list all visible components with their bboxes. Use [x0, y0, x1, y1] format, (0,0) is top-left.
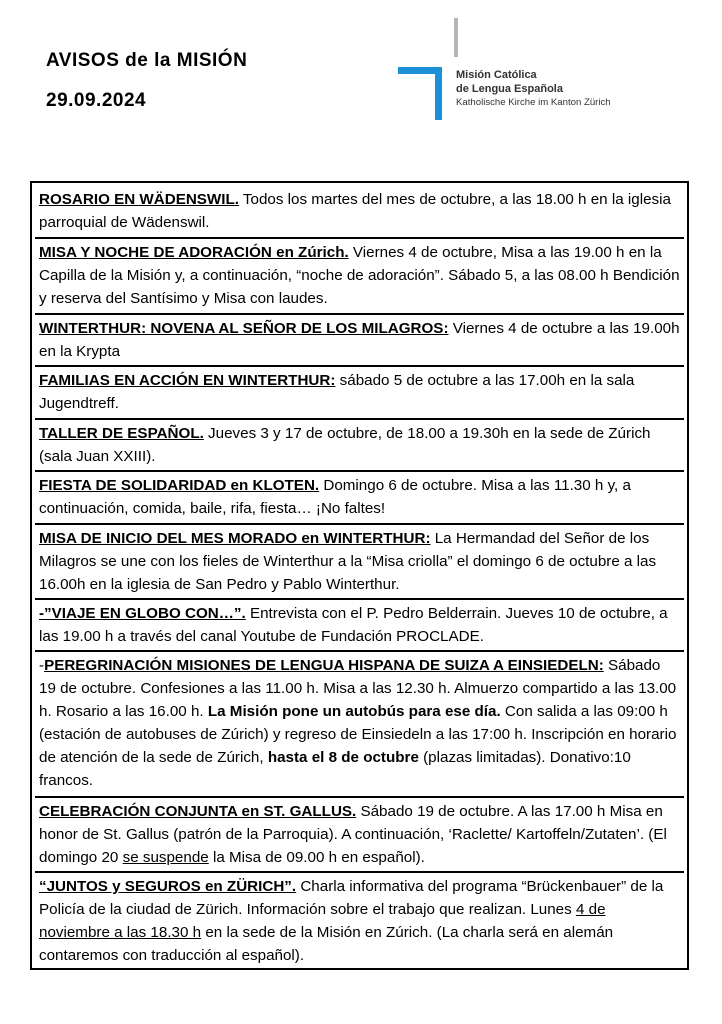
- notice-text: en la sede de la Misión en Zúrich. (La charla será en alemán contaremos con traducción al español).: [39, 924, 614, 964]
- notice-heading: PEREGRINACIÓN MISIONES DE LENGUA HISPANA DE SUIZA A EINSIEDELN:: [44, 657, 604, 674]
- notice-text: La Hermandad del Señor de los Milagros se une con los fieles de Winterthur a la “Misa criolla” el domingo 6 de octubre a las 16.00h en la iglesia de San Pedro y Pablo Winterthur.: [39, 530, 657, 593]
- notice-heading: MISA Y NOCHE DE ADORACIÓN en Zúrich.: [39, 244, 349, 261]
- notice-peregrinacion: [35, 652, 684, 798]
- notice-familias: [35, 367, 684, 420]
- notice-bold-text: La Misión pone un autobús para ese día.: [207, 703, 501, 720]
- notice-mes-morado: [35, 525, 684, 600]
- notice-taller: [35, 420, 684, 472]
- logo-line-3: Katholische Kirche im Kanton Zürich: [456, 97, 611, 108]
- notice-heading: MISA DE INICIO DEL MES MORADO en WINTERTHUR:: [39, 530, 431, 547]
- notice-text: Viernes 4 de octubre a las 19.00h en la Krypta: [39, 320, 680, 360]
- logo-line-1: Misión Católica: [456, 69, 537, 81]
- notice-bold-text: hasta el 8 de octubre: [267, 749, 419, 766]
- cross-logo-icon: [398, 18, 458, 128]
- notice-misa-adoracion: [35, 239, 684, 315]
- notice-text: Charla informativa del programa “Brückenbauer” de la Policía de la ciudad de Zürich. Información sobre el trabajo que realizan. Lunes: [39, 878, 664, 918]
- notice-rosario: [35, 186, 684, 239]
- notice-novena: [35, 315, 684, 367]
- notice-juntos-seguros: [35, 873, 684, 965]
- notice-heading: TALLER DE ESPAÑOL.: [39, 425, 204, 442]
- notice-prefix: -: [39, 657, 45, 674]
- notice-fiesta: [35, 472, 684, 525]
- notice-heading: -”VIAJE EN GLOBO CON…”.: [39, 605, 246, 622]
- notice-text: Todos los martes del mes de octubre, a las 18.00 h en la iglesia parroquial de Wädenswil.: [39, 191, 671, 231]
- notice-text: Viernes 4 de octubre, Misa a las 19.00 h en la Capilla de la Misión y, a continuación, “noche de adoración”. Sábado 5, a las 08.00 h Bendición y reserva del Santísimo y Misa con laudes.: [39, 244, 680, 307]
- notice-heading: ROSARIO EN WÄDENSWIL.: [39, 191, 239, 208]
- notice-text: Con salida a las 09:00 h (estación de autobuses de Zúrich) y regreso de Einsiedeln a las 17:00 h. Inscripción en horario de atención de la sede de Zúrich,: [39, 703, 677, 766]
- mission-logo: [398, 18, 718, 128]
- notice-heading: FIESTA DE SOLIDARIDAD en KLOTEN.: [39, 477, 320, 494]
- notice-heading: FAMILIAS EN ACCIÓN EN WINTERTHUR:: [39, 372, 336, 389]
- notice-text: Domingo 6 de octubre. Misa a las 11.30 h y, a continuación, comida, baile, rifa, fiesta… ¡No faltes!: [39, 477, 631, 517]
- notice-heading: WINTERTHUR: NOVENA AL SEÑOR DE LOS MILAGROS:: [39, 320, 449, 337]
- notice-text: (plazas limitadas). Donativo:10 francos.: [39, 749, 631, 789]
- notice-text: Sábado 19 de octubre. A las 17.00 h Misa en honor de St. Gallus (patrón de la Parroquia). A continuación, ‘Raclette/ Kartoffeln/Zutaten’. (El domingo 20: [39, 803, 667, 866]
- notice-text: sábado 5 de octubre a las 17.00h en la sala Jugendtreff.: [39, 372, 635, 412]
- notice-text: Entrevista con el P. Pedro Belderrain. Jueves 10 de octubre, a las 19.00 h a través del canal Youtube de Fundación PROCLADE.: [39, 605, 668, 645]
- notice-underlined-text: se suspende: [122, 849, 209, 866]
- page-date: 29.09.2024: [46, 90, 147, 111]
- notice-heading: CELEBRACIÓN CONJUNTA en ST. GALLUS.: [39, 803, 357, 820]
- notice-text: Jueves 3 y 17 de octubre, de 18.00 a 19.30h en la sede de Zúrich (sala Juan XXIII).: [39, 425, 651, 465]
- notices-box: [30, 181, 689, 970]
- notice-viaje-globo: [35, 600, 684, 652]
- notice-underlined-text: 4 de noviembre a las 18.30 h: [39, 901, 606, 941]
- notice-st-gallus: [35, 798, 684, 873]
- logo-line-2: de Lengua Española: [456, 83, 563, 95]
- notice-text: Sábado 19 de octubre. Confesiones a las 11.00 h. Misa a las 12.30 h. Almuerzo compartido a las 13.00 h. Rosario a las 16.00 h.: [39, 657, 677, 720]
- notice-heading: “JUNTOS y SEGUROS en ZÜRICH”.: [39, 878, 297, 895]
- page-title: AVISOS de la MISIÓN: [46, 50, 248, 71]
- notice-text: la Misa de 09.00 h en español).: [208, 849, 425, 866]
- logo-text: [456, 68, 611, 110]
